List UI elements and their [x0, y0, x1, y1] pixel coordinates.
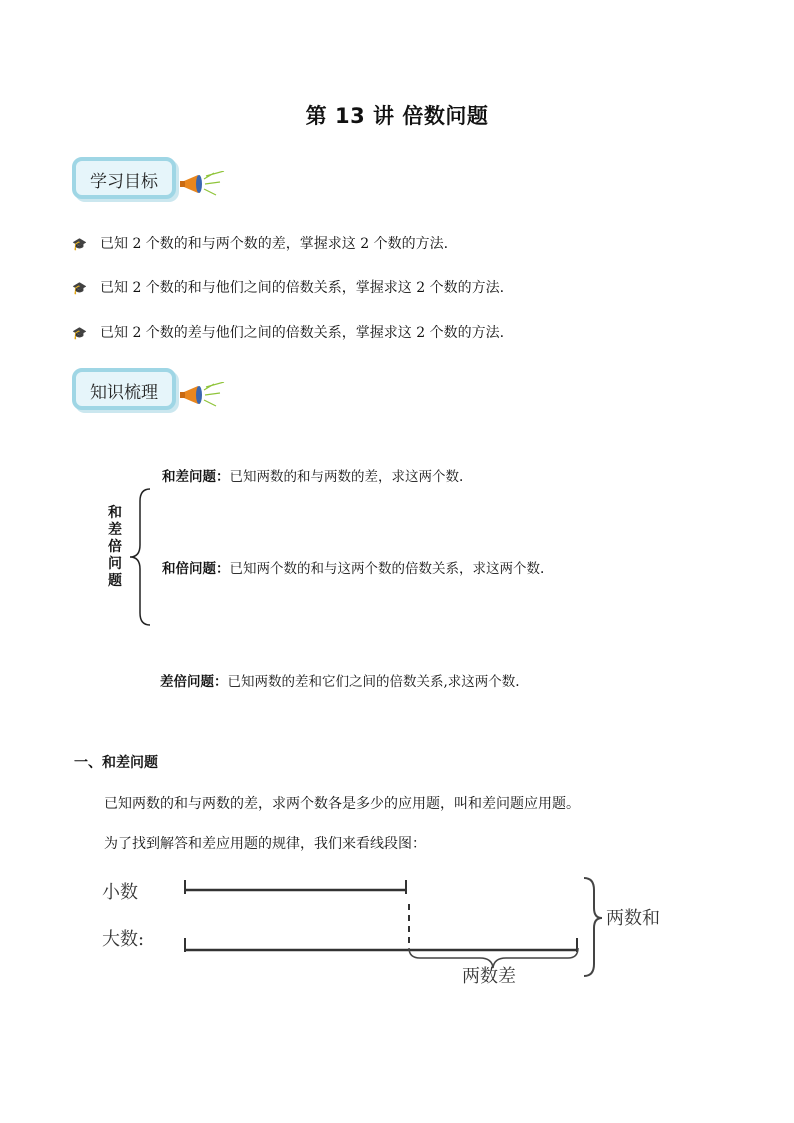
- knowledge-banner: [72, 368, 184, 414]
- graduation-cap-icon: 🎓: [72, 281, 87, 295]
- paragraph: 已知两数的和与两数的差，求两个数各是多少的应用题，叫和差问题应用题。: [104, 796, 580, 812]
- small-number-label: 小数: [102, 882, 138, 903]
- difference-label: 两数差: [462, 966, 516, 987]
- goals-banner: [72, 157, 184, 203]
- goal-item: 🎓 已知 2 个数的和与两个数的差，掌握求这 2 个数的方法.: [72, 236, 449, 252]
- sum-brace: [584, 878, 602, 976]
- megaphone-icon: [180, 382, 228, 410]
- concept-sum-multiple: 和倍问题：已知两个数的和与这两个数的倍数关系，求这两个数.: [162, 561, 545, 577]
- sum-label: 两数和: [606, 908, 660, 929]
- section-heading: 一、和差问题: [74, 755, 158, 771]
- segment-diagram: [180, 872, 620, 992]
- goal-item: 🎓 已知 2 个数的和与他们之间的倍数关系，掌握求这 2 个数的方法.: [72, 280, 505, 296]
- goals-banner-box: [72, 157, 176, 199]
- page-title: 第 13 讲 倍数问题: [305, 104, 489, 128]
- left-brace: [128, 487, 154, 627]
- knowledge-banner-box: [72, 368, 176, 410]
- group-label: 和差倍问题: [108, 505, 122, 589]
- concept-sum-diff: 和差问题：已知两数的和与两数的差，求这两个数.: [162, 469, 464, 485]
- goals-banner-label: 学习目标: [90, 172, 158, 192]
- megaphone-icon: [180, 171, 228, 199]
- goal-item: 🎓 已知 2 个数的差与他们之间的倍数关系，掌握求这 2 个数的方法.: [72, 325, 505, 341]
- knowledge-banner-label: 知识梳理: [90, 383, 158, 403]
- paragraph: 为了找到解答和差应用题的规律，我们来看线段图：: [104, 836, 426, 852]
- graduation-cap-icon: 🎓: [72, 237, 87, 251]
- big-number-label: 大数:: [102, 929, 145, 950]
- graduation-cap-icon: 🎓: [72, 326, 87, 340]
- concept-diff-multiple: 差倍问题：已知两数的差和它们之间的倍数关系,求这两个数.: [160, 674, 520, 690]
